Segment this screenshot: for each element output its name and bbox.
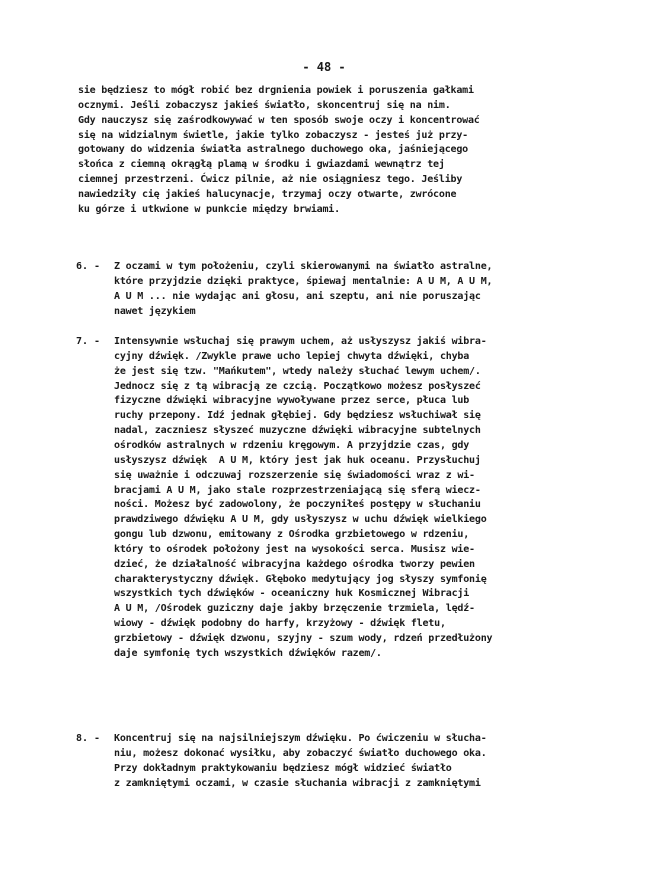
text-line: nawiedziły cię jakieś halucynacje, trzymaj oczy otwarte, zwrócone — [78, 188, 457, 200]
text-line: się uważnie i odczuwaj rozszerzenie się świadomości wraz z wi- — [114, 469, 475, 481]
text-line: ku górze i utkwione w punkcie między brwiami. — [78, 203, 340, 215]
text-line: fizyczne dźwięki wibracyjne wywoływane przez serce, płuca lub — [114, 395, 470, 407]
text-line: charakterystyczny dźwięk. Głęboko medytujący jog słyszy symfonię — [114, 573, 487, 585]
text-line: daje symfonię tych wszystkich dźwięków razem/. — [114, 647, 382, 659]
text-line: A U M ... nie wydając ani głosu, ani szeptu, ani nie poruszając — [114, 290, 481, 302]
text-line: który to ośrodek położony jest na wysokości serca. Musisz wie- — [114, 543, 475, 555]
text-line: z zamkniętymi oczami, w czasie słuchania wibracji z zamkniętymi — [114, 777, 481, 789]
text-line: nadal, zaczniesz słyszeć muzyczne dźwięki wibracyjne subtelnych — [114, 425, 481, 437]
text-line: które przyjdzie dzięki praktyce, śpiewaj mentalnie: A U M, A U M, — [114, 275, 493, 287]
list-item-marker: 7. - — [76, 336, 101, 347]
text-line: Intensywnie wsłuchaj się prawym uchem, aż usłyszysz jakiś wibra- — [114, 336, 487, 347]
text-line: Jednocz się z tą wibracją ze czcią. Początkowo możesz posłyszeć — [114, 380, 481, 392]
text-line: słońca z ciemną okrągłą plamą w środku i gwiazdami wewnątrz tej — [78, 159, 445, 171]
text-line: Z oczami w tym położeniu, czyli skierowanymi na światło astralne, — [114, 261, 493, 272]
text-line: usłyszysz dźwięk A U M, który jest jak huk oceanu. Przysłuchuj — [114, 454, 481, 466]
text-line: cyjny dźwięk. /Zwykle prawe ucho lepiej chwyta dźwięki, chyba — [114, 350, 470, 362]
text-line: grzbietowy - dźwięk dzwonu, szyjny - szum wody, rdzeń przedłużony — [114, 633, 493, 644]
text-line: Gdy nauczysz się zaśrodkowywać w ten sposób swoje oczy i koncentrować — [78, 114, 480, 126]
text-line: prawdziwego dźwięku A U M, gdy usłyszysz w uchu dźwięk wielkiego — [114, 514, 487, 526]
text-line: bracjami A U M, jako stale rozprzestrzeniającą się sferą wiecz- — [114, 484, 481, 496]
list-item-marker: 8. - — [76, 733, 101, 744]
text-line: ciemnej przestrzeni. Ćwicz pilnie, aż nie osiągniesz tego. Jeśliby — [78, 174, 463, 186]
text-line: się na widzialnym świetle, jakie tylko zobaczysz - jesteś już przy- — [78, 129, 468, 141]
text-line: niu, możesz dokonać wysiłku, aby zobaczyć światło duchowego oka. — [114, 747, 487, 759]
text-line: wszystkich tych dźwięków - oceaniczny huk Kosmicznej Wibracji — [114, 588, 470, 600]
text-line: ności. Możesz być zadowolony, że poczyniłeś postępy w słuchaniu — [114, 499, 481, 511]
text-line: ruchy przepony. Idź jednak głębiej. Gdy będziesz wsłuchiwał się — [114, 410, 481, 422]
list-item-marker: 6. - — [76, 261, 101, 272]
page-number: - 48 - — [302, 60, 346, 74]
text-line: sie będziesz to mógł robić bez drgnienia powiek i poruszenia gałkami — [78, 85, 474, 96]
text-line: Przy dokładnym praktykowaniu będziesz mógł widzieć światło — [114, 762, 452, 774]
text-line: ośrodków astralnych w rdzeniu kręgowym. A przyjdzie czas, gdy — [114, 439, 470, 451]
text-line: ocznymi. Jeśli zobaczysz jakieś światło, skoncentruj się na nim. — [78, 99, 451, 111]
text-line: A U M, /Ośrodek guziczny daje jakby brzęczenie trzmiela, lędź- — [114, 603, 475, 615]
text-line: dzieć, że działalność wibracyjna każdego ośrodka tworzy pewien — [114, 558, 475, 570]
text-line: Koncentruj się na najsilniejszym dźwięku. Po ćwiczeniu w słucha- — [114, 733, 487, 744]
text-line: wiowy - dźwięk podobny do harfy, krzyżowy - dźwięk fletu, — [114, 618, 446, 630]
text-line: gotowany do widzenia światła astralnego duchowego oka, jaśniejącego — [78, 144, 468, 156]
text-line: nawet językiem — [114, 305, 196, 317]
text-line: że jest się tzw. "Mańkutem", wtedy należy słuchać lewym uchem/. — [114, 365, 481, 377]
text-line: gongu lub dzwonu, emitowany z Ośrodka grzbietowego w rdzeniu, — [114, 529, 470, 541]
